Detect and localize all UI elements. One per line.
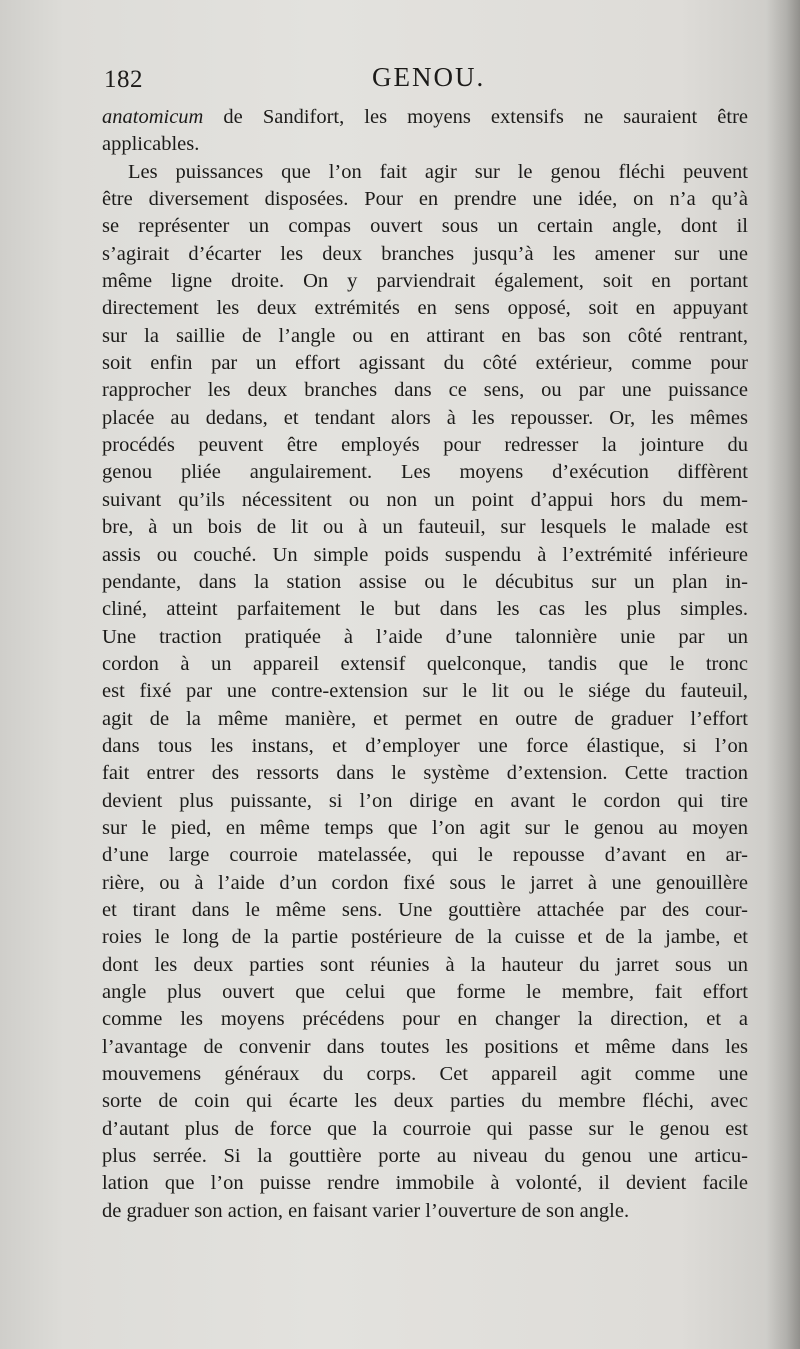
text-line: même ligne droite. On y parviendrait également, soit en portant (102, 270, 748, 293)
text-line: fait entrer des ressorts dans le système d’extension. Cette traction (102, 762, 748, 785)
text-span: de Sandifort, les moyens extensifs ne sauraient être (223, 106, 749, 128)
running-head: GENOU. (372, 62, 486, 92)
text-line: sur le pied, en même temps que l’on agit sur le genou au moyen (102, 816, 748, 839)
text-line: bre, à un bois de lit ou à un fauteuil, sur lesquels le malade est (102, 516, 748, 539)
text-line: comme les moyens précédens pour en changer la direction, et a (102, 1008, 748, 1031)
text-line: s’agirait d’écarter les deux branches jusqu’à les amener sur une (102, 242, 748, 265)
text-line: lation que l’on puisse rendre immobile à volonté, il devient facile (102, 1172, 748, 1195)
text-line: cliné, atteint parfaitement le but dans les cas les plus simples. (102, 598, 748, 621)
text-line: est fixé par une contre-extension sur le lit ou le siége du fauteuil, (102, 680, 748, 703)
text-line: agit de la même manière, et permet en outre de graduer l’effort (102, 707, 748, 730)
text-line: l’avantage de convenir dans toutes les positions et même dans les (102, 1035, 748, 1058)
text-line: rière, ou à l’aide d’un cordon fixé sous le jarret à une genouillère (102, 871, 748, 894)
text-line: genou pliée angulairement. Les moyens d’exécution diffèrent (102, 461, 748, 484)
text-line: pendante, dans la station assise ou le décubitus sur un plan in- (102, 570, 748, 593)
text-line: être diversement disposées. Pour en prendre une idée, on n’a qu’à (102, 188, 748, 211)
text-line: placée au dedans, et tendant alors à les repousser. Or, les mêmes (102, 406, 748, 429)
text-line: et tirant dans le même sens. Une gouttière attachée par des cour- (102, 898, 748, 921)
text-line: d’une large courroie matelassée, qui le repousse d’avant en ar- (102, 844, 748, 867)
text-line: assis ou couché. Un simple poids suspendu à l’extrémité inférieure (102, 543, 748, 566)
text-line: rapprocher les deux branches dans ce sens, ou par une puissance (102, 379, 748, 402)
text-line: mouvemens généraux du corps. Cet appareil agit comme une (102, 1063, 748, 1086)
text-line: soit enfin par un effort agissant du côté extérieur, comme pour (102, 352, 748, 375)
page-edge-shadow (766, 0, 800, 1349)
text-line (102, 104, 748, 131)
text-line: suivant qu’ils nécessitent ou non un point d’appui hors du mem- (102, 488, 748, 511)
text-line: dont les deux parties sont réunies à la hauteur du jarret sous un (102, 953, 748, 976)
text-line: plus serrée. Si la gouttière porte au niveau du genou une articu- (102, 1145, 748, 1168)
text-line: roies le long de la partie postérieure de la cuisse et de la jambe, et (102, 926, 748, 949)
body-text (102, 104, 748, 1225)
text-line: directement les deux extrémités en sens opposé, soit en appuyant (102, 297, 748, 320)
text-line: dans tous les instans, et d’employer une force élastique, si l’on (102, 734, 748, 757)
text-line: devient plus puissante, si l’on dirige en avant le cordon qui tire (102, 789, 748, 812)
text-line: Une traction pratiquée à l’aide d’une talonnière unie par un (102, 625, 748, 648)
page-number: 182 (104, 66, 143, 93)
page-header (104, 62, 744, 96)
text-line: cordon à un appareil extensif quelconque, tandis que le tronc (102, 652, 748, 675)
paragraph-first-line: Les puissances que l’on fait agir sur le genou fléchi peuvent (128, 160, 748, 183)
text-line: sorte de coin qui écarte les deux parties du membre fléchi, avec (102, 1090, 748, 1113)
text-line: applicables. (102, 133, 200, 156)
text-line: se représenter un compas ouvert sous un certain angle, dont il (102, 215, 748, 238)
text-line: procédés peuvent être employés pour redresser la jointure du (102, 434, 748, 457)
italic-term: anatomicum (102, 106, 204, 128)
text-line: sur la saillie de l’angle ou en attirant en bas son côté rentrant, (102, 324, 748, 347)
text-line: angle plus ouvert que celui que forme le membre, fait effort (102, 981, 748, 1003)
text-line: d’autant plus de force que la courroie qui passe sur le genou est (102, 1117, 748, 1140)
paragraph-last-line: de graduer son action, en faisant varier l’ouverture de son angle. (102, 1199, 630, 1222)
